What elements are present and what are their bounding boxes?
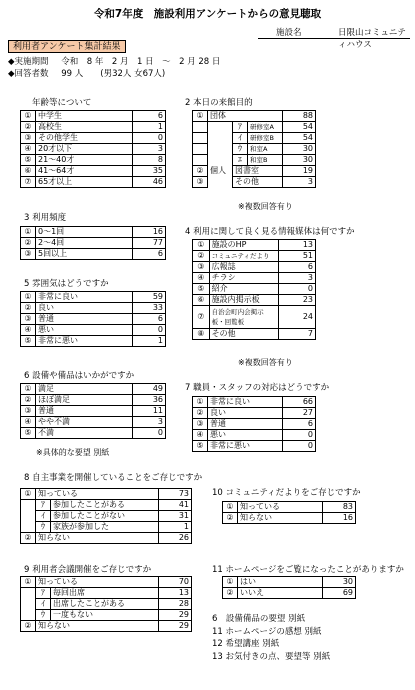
row-label: やや不満 — [36, 417, 133, 428]
table-row — [21, 122, 166, 133]
row-label: 普通 — [36, 314, 133, 325]
row-number: ② — [21, 122, 36, 133]
row-label: 5回以上 — [36, 249, 133, 260]
row-label: 自治会町内会掲示板・回覧板 — [209, 306, 279, 329]
table-row — [21, 314, 166, 325]
row-label: 悪い — [36, 325, 133, 336]
row-value: 0 — [283, 430, 316, 441]
row-value: 35 — [133, 166, 166, 177]
row-value: 6 — [133, 249, 166, 260]
table-row — [193, 155, 316, 166]
table-row — [193, 408, 316, 419]
row-sub-label: その他 — [233, 177, 283, 188]
q10-table — [222, 501, 356, 524]
row-sub-marker: ｲ — [233, 133, 248, 144]
row-number: ③ — [21, 314, 36, 325]
row-label: 2～4回 — [36, 238, 133, 249]
row-number — [193, 144, 208, 155]
row-number: ④ — [21, 325, 36, 336]
q9-heading: 9 利用者会議開催をご存じですか — [24, 565, 152, 575]
row-number: ⑦ — [21, 177, 36, 188]
table-row — [21, 610, 192, 621]
q6-heading: 6 設備や備品はいかがですか — [24, 371, 135, 381]
row-label — [208, 155, 233, 166]
row-number: ④ — [193, 273, 210, 284]
q7-heading: 7 職員・スタッフの対応はどうですか — [185, 383, 330, 393]
row-number — [21, 500, 36, 511]
row-label: 非常に悪い — [208, 441, 283, 452]
row-sub-marker: ｲ — [36, 599, 51, 610]
row-value: 6 — [133, 314, 166, 325]
table-row — [193, 430, 316, 441]
table-row — [21, 325, 166, 336]
row-number: ⑥ — [21, 166, 36, 177]
row-number: ② — [223, 513, 238, 524]
row-label: 41～64才 — [36, 166, 133, 177]
row-number: ③ — [193, 262, 210, 273]
row-sub-label: 出席したことがある — [51, 599, 159, 610]
table-row — [193, 329, 316, 340]
row-value: 27 — [283, 408, 316, 419]
row-label: 普通 — [36, 406, 133, 417]
row-label: 広報誌 — [209, 262, 279, 273]
respondents-value: 99 人 (男32人 女67人) — [61, 69, 166, 79]
row-label: 普通 — [208, 419, 283, 430]
row-sub-label: 和室A — [248, 144, 283, 155]
row-label — [208, 133, 233, 144]
row-value: 26 — [159, 533, 192, 544]
row-number: ⑤ — [193, 441, 208, 452]
facility-field — [258, 26, 410, 50]
row-label: ほぼ満足 — [36, 395, 133, 406]
row-number: ③ — [21, 133, 36, 144]
row-number — [21, 522, 36, 533]
row-value: 0 — [133, 325, 166, 336]
row-number: ④ — [193, 430, 208, 441]
q6-note: ※具体的な要望 別紙 — [36, 448, 110, 457]
q4-heading: 4 利用に関して良く見る情報媒体は何ですか — [185, 227, 355, 237]
table-row — [21, 621, 192, 632]
row-label: その他 — [209, 329, 279, 340]
row-value: 23 — [279, 295, 316, 306]
row-number: ① — [21, 384, 36, 395]
row-label: 悪い — [208, 430, 283, 441]
row-number: ⑤ — [21, 336, 36, 347]
row-value: 1 — [133, 122, 166, 133]
row-label: 知っている — [36, 489, 159, 500]
row-label: 良い — [36, 303, 133, 314]
row-sub-label: 参加したことがある — [51, 500, 159, 511]
row-label: 紹介 — [209, 284, 279, 295]
row-sub-marker: ｳ — [36, 522, 51, 533]
row-sub-label: 研修室B — [248, 133, 283, 144]
table-row — [193, 306, 316, 329]
row-value: 8 — [133, 155, 166, 166]
row-number — [21, 610, 36, 621]
row-value: 29 — [159, 621, 192, 632]
facility-name: 日限山コミュニティハウス — [338, 28, 406, 50]
table-row — [21, 238, 166, 249]
footnote-item: 13 お気付きの点、要望等 別紙 — [212, 651, 331, 662]
row-number: ④ — [21, 417, 36, 428]
table-row — [21, 336, 166, 347]
respondents-line — [8, 69, 165, 80]
row-label: 満足 — [36, 384, 133, 395]
q3-heading: 3 利用頻度 — [24, 213, 67, 223]
table-row — [21, 489, 192, 500]
row-value: 0 — [279, 284, 316, 295]
q4-note: ※複数回答有り — [238, 358, 293, 367]
q5-heading: 5 雰囲気はどうですか — [24, 279, 109, 289]
row-sub-marker: ｲ — [36, 511, 51, 522]
row-value: 3 — [133, 417, 166, 428]
q6-table — [20, 383, 166, 439]
q1-table — [20, 110, 166, 188]
table-row — [193, 295, 316, 306]
row-number: ③ — [193, 177, 208, 188]
q1-heading: 年齢等について — [32, 98, 92, 108]
row-number: ⑥ — [193, 295, 210, 306]
row-label: 非常に悪い — [36, 336, 133, 347]
q2-note: ※複数回答有り — [238, 202, 293, 211]
q5-table — [20, 291, 166, 347]
table-row — [193, 441, 316, 452]
row-label: 団体 — [208, 111, 283, 122]
row-sub-label: 図書室 — [233, 166, 283, 177]
table-row — [193, 284, 316, 295]
row-number: ② — [21, 303, 36, 314]
row-value: 6 — [283, 419, 316, 430]
results-banner: 利用者アンケート集計結果 — [8, 40, 126, 53]
row-value: 54 — [283, 122, 316, 133]
q11-heading: 11 ホームページをご覧になったことがありますか — [212, 565, 404, 575]
row-label: その他学生 — [36, 133, 133, 144]
row-number: ③ — [193, 419, 208, 430]
row-label — [208, 144, 233, 155]
q9-table — [20, 576, 192, 632]
table-row — [21, 384, 166, 395]
row-value: 13 — [159, 588, 192, 599]
row-number: ② — [223, 588, 238, 599]
row-sub-label: 研修室A — [248, 122, 283, 133]
q4-table — [192, 239, 316, 340]
table-row — [21, 166, 166, 177]
row-sub-label: 家族が参加した — [51, 522, 159, 533]
row-number: ② — [193, 251, 210, 262]
row-sub-label: 一度もない — [51, 610, 159, 621]
q2-heading: 2 本日の来館目的 — [185, 98, 253, 108]
table-row — [193, 240, 316, 251]
table-row — [21, 522, 192, 533]
row-label: 知らない — [36, 621, 159, 632]
table-row — [21, 395, 166, 406]
row-label: 中学生 — [36, 111, 133, 122]
row-sub-label: 毎回出席 — [51, 588, 159, 599]
row-number: ⑤ — [193, 284, 210, 295]
row-label: 施設内掲示板 — [209, 295, 279, 306]
row-number: ② — [21, 395, 36, 406]
row-value: 3 — [133, 144, 166, 155]
footnote-item: 6 設備備品の要望 別紙 — [212, 614, 306, 624]
row-label: 21～40才 — [36, 155, 133, 166]
row-value: 0 — [133, 133, 166, 144]
row-value: 0 — [283, 441, 316, 452]
row-number: ① — [223, 502, 238, 513]
row-sub-marker: ｳ — [233, 144, 248, 155]
table-row — [223, 588, 356, 599]
table-row — [21, 577, 192, 588]
row-value: 19 — [283, 166, 316, 177]
table-row — [193, 273, 316, 284]
table-row — [21, 599, 192, 610]
row-label: 知っている — [36, 577, 159, 588]
table-row — [21, 303, 166, 314]
row-label: 知らない — [36, 533, 159, 544]
row-sub-marker: ｴ — [233, 155, 248, 166]
row-value: 11 — [133, 406, 166, 417]
table-row — [193, 133, 316, 144]
row-value: 30 — [283, 155, 316, 166]
table-row — [193, 144, 316, 155]
row-number: ③ — [21, 249, 36, 260]
row-value: 16 — [133, 227, 166, 238]
row-label: 高校生 — [36, 122, 133, 133]
table-row — [193, 419, 316, 430]
row-label: 不満 — [36, 428, 133, 439]
row-label: 知らない — [238, 513, 323, 524]
table-row — [193, 166, 316, 177]
row-number: ① — [21, 111, 36, 122]
row-label: 0～1回 — [36, 227, 133, 238]
row-value: 31 — [159, 511, 192, 522]
row-number: ① — [21, 227, 36, 238]
row-value: 46 — [133, 177, 166, 188]
table-row — [21, 155, 166, 166]
q8-heading: 8 自主事業を開催していることをご存じですか — [24, 473, 203, 483]
respondents-label: ◆回答者数 — [8, 69, 49, 79]
row-value: 28 — [159, 599, 192, 610]
row-number: ⑤ — [21, 428, 36, 439]
row-value: 88 — [283, 111, 316, 122]
table-row — [193, 397, 316, 408]
row-value: 0 — [133, 428, 166, 439]
row-sub-marker: ｱ — [36, 588, 51, 599]
row-value: 3 — [279, 273, 316, 284]
table-row — [193, 122, 316, 133]
table-row — [21, 177, 166, 188]
footnote-item: 12 希望講座 別紙 — [212, 639, 280, 649]
footnotes — [212, 613, 330, 663]
row-number: ⑦ — [193, 306, 210, 329]
row-label: 非常に良い — [208, 397, 283, 408]
table-row — [21, 428, 166, 439]
row-number — [193, 133, 208, 144]
table-row — [21, 144, 166, 155]
row-label: はい — [238, 577, 323, 588]
table-row — [21, 511, 192, 522]
row-label: 個人 — [208, 166, 233, 177]
facility-label: 施設名 — [276, 28, 302, 38]
row-label: いいえ — [238, 588, 323, 599]
row-number: ① — [193, 397, 208, 408]
page-title: 令和7年度 施設利用アンケートからの意見聴取 — [93, 8, 322, 20]
row-number: ① — [223, 577, 238, 588]
row-value: 41 — [159, 500, 192, 511]
row-label: 知っている — [238, 502, 323, 513]
row-number: ① — [193, 111, 208, 122]
row-number: ② — [21, 238, 36, 249]
row-number: ② — [21, 533, 36, 544]
table-row — [21, 533, 192, 544]
row-value: 30 — [323, 577, 356, 588]
row-number: ① — [21, 489, 36, 500]
row-value: 29 — [159, 610, 192, 621]
row-value: 83 — [323, 502, 356, 513]
row-label: 非常に良い — [36, 292, 133, 303]
row-value: 6 — [133, 111, 166, 122]
q3-table — [20, 226, 166, 260]
table-row — [21, 111, 166, 122]
row-sub-marker: ｱ — [36, 500, 51, 511]
row-value: 49 — [133, 384, 166, 395]
table-row — [193, 111, 316, 122]
row-label: 良い — [208, 408, 283, 419]
row-number — [193, 155, 208, 166]
row-value: 6 — [279, 262, 316, 273]
row-value: 54 — [283, 133, 316, 144]
footnote-item: 11 ホームページの感想 別紙 — [212, 626, 322, 637]
row-label — [208, 122, 233, 133]
row-value: 30 — [283, 144, 316, 155]
row-number — [21, 599, 36, 610]
table-row — [193, 262, 316, 273]
table-row — [21, 417, 166, 428]
row-number: ② — [193, 408, 208, 419]
table-row — [193, 251, 316, 262]
row-number: ① — [193, 240, 210, 251]
table-row — [223, 577, 356, 588]
table-row — [193, 177, 316, 188]
period-line — [8, 57, 220, 68]
row-value: 1 — [133, 336, 166, 347]
row-value: 1 — [159, 522, 192, 533]
row-number: ⑤ — [21, 155, 36, 166]
row-value: 70 — [159, 577, 192, 588]
row-number: ② — [193, 166, 208, 177]
table-row — [223, 502, 356, 513]
row-value: 3 — [283, 177, 316, 188]
period-value: 令和 8 年 2 月 1 日 ～ 2 月 28 日 — [61, 57, 221, 67]
row-label — [208, 177, 233, 188]
row-value: 13 — [279, 240, 316, 251]
row-value: 16 — [323, 513, 356, 524]
row-value: 69 — [323, 588, 356, 599]
row-number — [21, 588, 36, 599]
row-sub-marker: ｳ — [36, 610, 51, 621]
row-label: コミュニティだより — [209, 251, 279, 262]
row-value: 66 — [283, 397, 316, 408]
row-sub-label: 参加したことがない — [51, 511, 159, 522]
q2-table — [192, 110, 316, 188]
period-label: ◆実施期間 — [8, 57, 49, 67]
row-number: ③ — [21, 406, 36, 417]
row-label: 65才以上 — [36, 177, 133, 188]
row-sub-label: 和室B — [248, 155, 283, 166]
table-row — [21, 249, 166, 260]
row-value: 24 — [279, 306, 316, 329]
q7-table — [192, 396, 316, 452]
table-row — [21, 500, 192, 511]
row-value: 73 — [159, 489, 192, 500]
table-row — [21, 406, 166, 417]
row-value: 77 — [133, 238, 166, 249]
row-number: ② — [21, 621, 36, 632]
row-number: ① — [21, 577, 36, 588]
table-row — [21, 292, 166, 303]
table-row — [21, 133, 166, 144]
table-row — [223, 513, 356, 524]
row-value: 36 — [133, 395, 166, 406]
row-value: 51 — [279, 251, 316, 262]
row-number — [21, 511, 36, 522]
row-label: 20才以下 — [36, 144, 133, 155]
row-value: 33 — [133, 303, 166, 314]
q10-heading: 10 コミュニティだよりをご存じですか — [212, 488, 361, 498]
row-number — [193, 122, 208, 133]
row-sub-marker: ｱ — [233, 122, 248, 133]
table-row — [21, 588, 192, 599]
q8-table — [20, 488, 192, 544]
row-number: ④ — [21, 144, 36, 155]
row-value: 7 — [279, 329, 316, 340]
table-row — [21, 227, 166, 238]
row-label: 施設のHP — [209, 240, 279, 251]
row-label: チラシ — [209, 273, 279, 284]
row-number: ① — [21, 292, 36, 303]
row-value: 59 — [133, 292, 166, 303]
row-number: ⑧ — [193, 329, 210, 340]
q11-table — [222, 576, 356, 599]
